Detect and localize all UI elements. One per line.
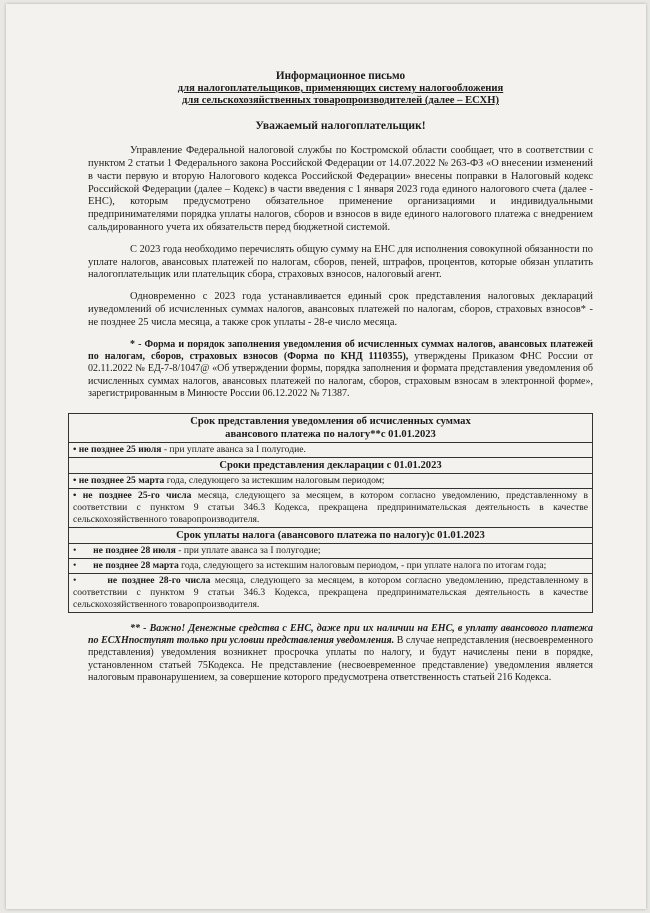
table-header-declaration: Сроки представления декларации с 01.01.2023	[69, 457, 593, 473]
table-row: • не позднее 28 июля - при уплате аванса за I полугодие;	[69, 543, 593, 558]
faint-stamp-mark	[261, 8, 341, 20]
paragraph-3: Одновременно с 2023 года устанавливается единый срок представления налоговых деклараций иуведомлений об исчисленных суммах налогов, авансовых платежей по налогам, сборов, страховых взносов* - не позднее 25 числа месяца, а также срок уплаты - 28-е число месяца.	[88, 291, 593, 328]
greeting: Уважаемый налогоплательщик!	[255, 119, 426, 133]
footnote-form-note	[88, 339, 593, 401]
footnote-important	[88, 623, 593, 685]
table-row: • не позднее 25-го числа месяца, следующего за месяцем, в котором согласно уведомлению, представленному в соответствии с пунктом 9 статьи 346.3 Кодекса, прекращена предпринимательская деятельность в качестве сельскохозяйственного товаропроизводителя.	[69, 488, 593, 527]
letter-title: Информационное письмо	[275, 70, 406, 82]
table-row: • не позднее 28-го числа месяца, следующего за месяцем, в котором согласно уведомлению, представленному в соответствии с пунктом 9 статьи 346.3 Кодекса, прекращена предпринимательская деятельность в качестве сельскохозяйственного товаропроизводителя.	[69, 573, 593, 612]
letter-content	[73, 70, 593, 694]
table-row: • не позднее 25 марта года, следующего за истекшим налоговым периодом;	[69, 473, 593, 488]
table-row: • не позднее 25 июля - при уплате аванса за I полугодие.	[69, 442, 593, 457]
document-page	[6, 4, 646, 909]
footnote-form-note-bold: * - Форма и порядок заполнения уведомления об исчисленных суммах налогов, авансовых платежей по налогам, сборов, страховых взносов (Форма по КНД 1110355),	[88, 338, 593, 362]
footnote-important-text: В случае непредставления (несвоевременного представления) уведомления возникнет просрочка уплаты по налогу, и будут начислены пени в порядке, установленном статьей 75Кодекса. Не представление (несвоевременное представление) уведомления является налоговым правонарушением, за совершение которого предусмотрена ответственность статьей 216 Кодекса.	[88, 635, 593, 684]
table-row: • не позднее 28 марта года, следующего за истекшим налоговым периодом, - при уплате налога по итогам года;	[69, 558, 593, 573]
letter-subtitle-line-2: для сельскохозяйственных товаропроизводителей (далее – ЕСХН)	[182, 95, 499, 107]
paragraph-2: С 2023 года необходимо перечислять общую сумму на ЕНС для исполнения совокупной обязанности по уплате налогов, авансовых платежей по налогам, сборов, пеней, штрафов, процентов, которые обязан уплатить налогоплательщик или плательщик сбора, страховых взносов, налоговый агент.	[88, 243, 593, 281]
letter-subtitle-line-1: для налогоплательщиков, применяющих систему налогообложения	[177, 83, 504, 94]
table-header-payment: Срок уплаты налога (авансового платежа по налогу)с 01.01.2023	[69, 527, 593, 543]
paragraph-1: Управление Федеральной налоговой службы по Костромской области сообщает, что в соответствии с пунктом 2 статьи 1 Федерального закона Российской Федерации от 14.07.2022 № 263-ФЗ «О внесении изменений в части первую и вторую Налогового кодекса Российской Федерации» внесены поправки в Налоговый кодекс Российской Федерации (далее – Кодекс) в части введения с 1 января 2023 года единого налогового счета (далее - ЕНС), которым предусмотрено обязательное применение организациями и индивидуальными предпринимателями порядка уплаты налогов, сборов и взносов в виде единого налогового платежа с внедрением сальдированного учета их обязательств перед бюджетной системой.	[88, 145, 593, 233]
deadlines-table	[68, 413, 593, 613]
footnote-important-bold: ** - Важно! Денежные средства с ЕНС, даже при их наличии на ЕНС, в уплату авансового платежа по ЕСХНпоступят только при условии представления уведомления.	[88, 622, 593, 646]
footnote-form-note-text: утверждены Приказом ФНС России от 02.11.2022 № ЕД-7-8/1047@ «Об утверждении формы, порядка заполнения и формата представления уведомления об исчисленных суммах налогов, авансовых платежей по налогам, сборов, страховым взносам в электронной форме», зарегистрированным в Минюсте России 06.12.2022 № 71387.	[88, 350, 593, 400]
table-header-notification: Срок представления уведомления об исчисленных суммах авансового платежа по налогу**с 01.01.2023	[69, 413, 593, 442]
